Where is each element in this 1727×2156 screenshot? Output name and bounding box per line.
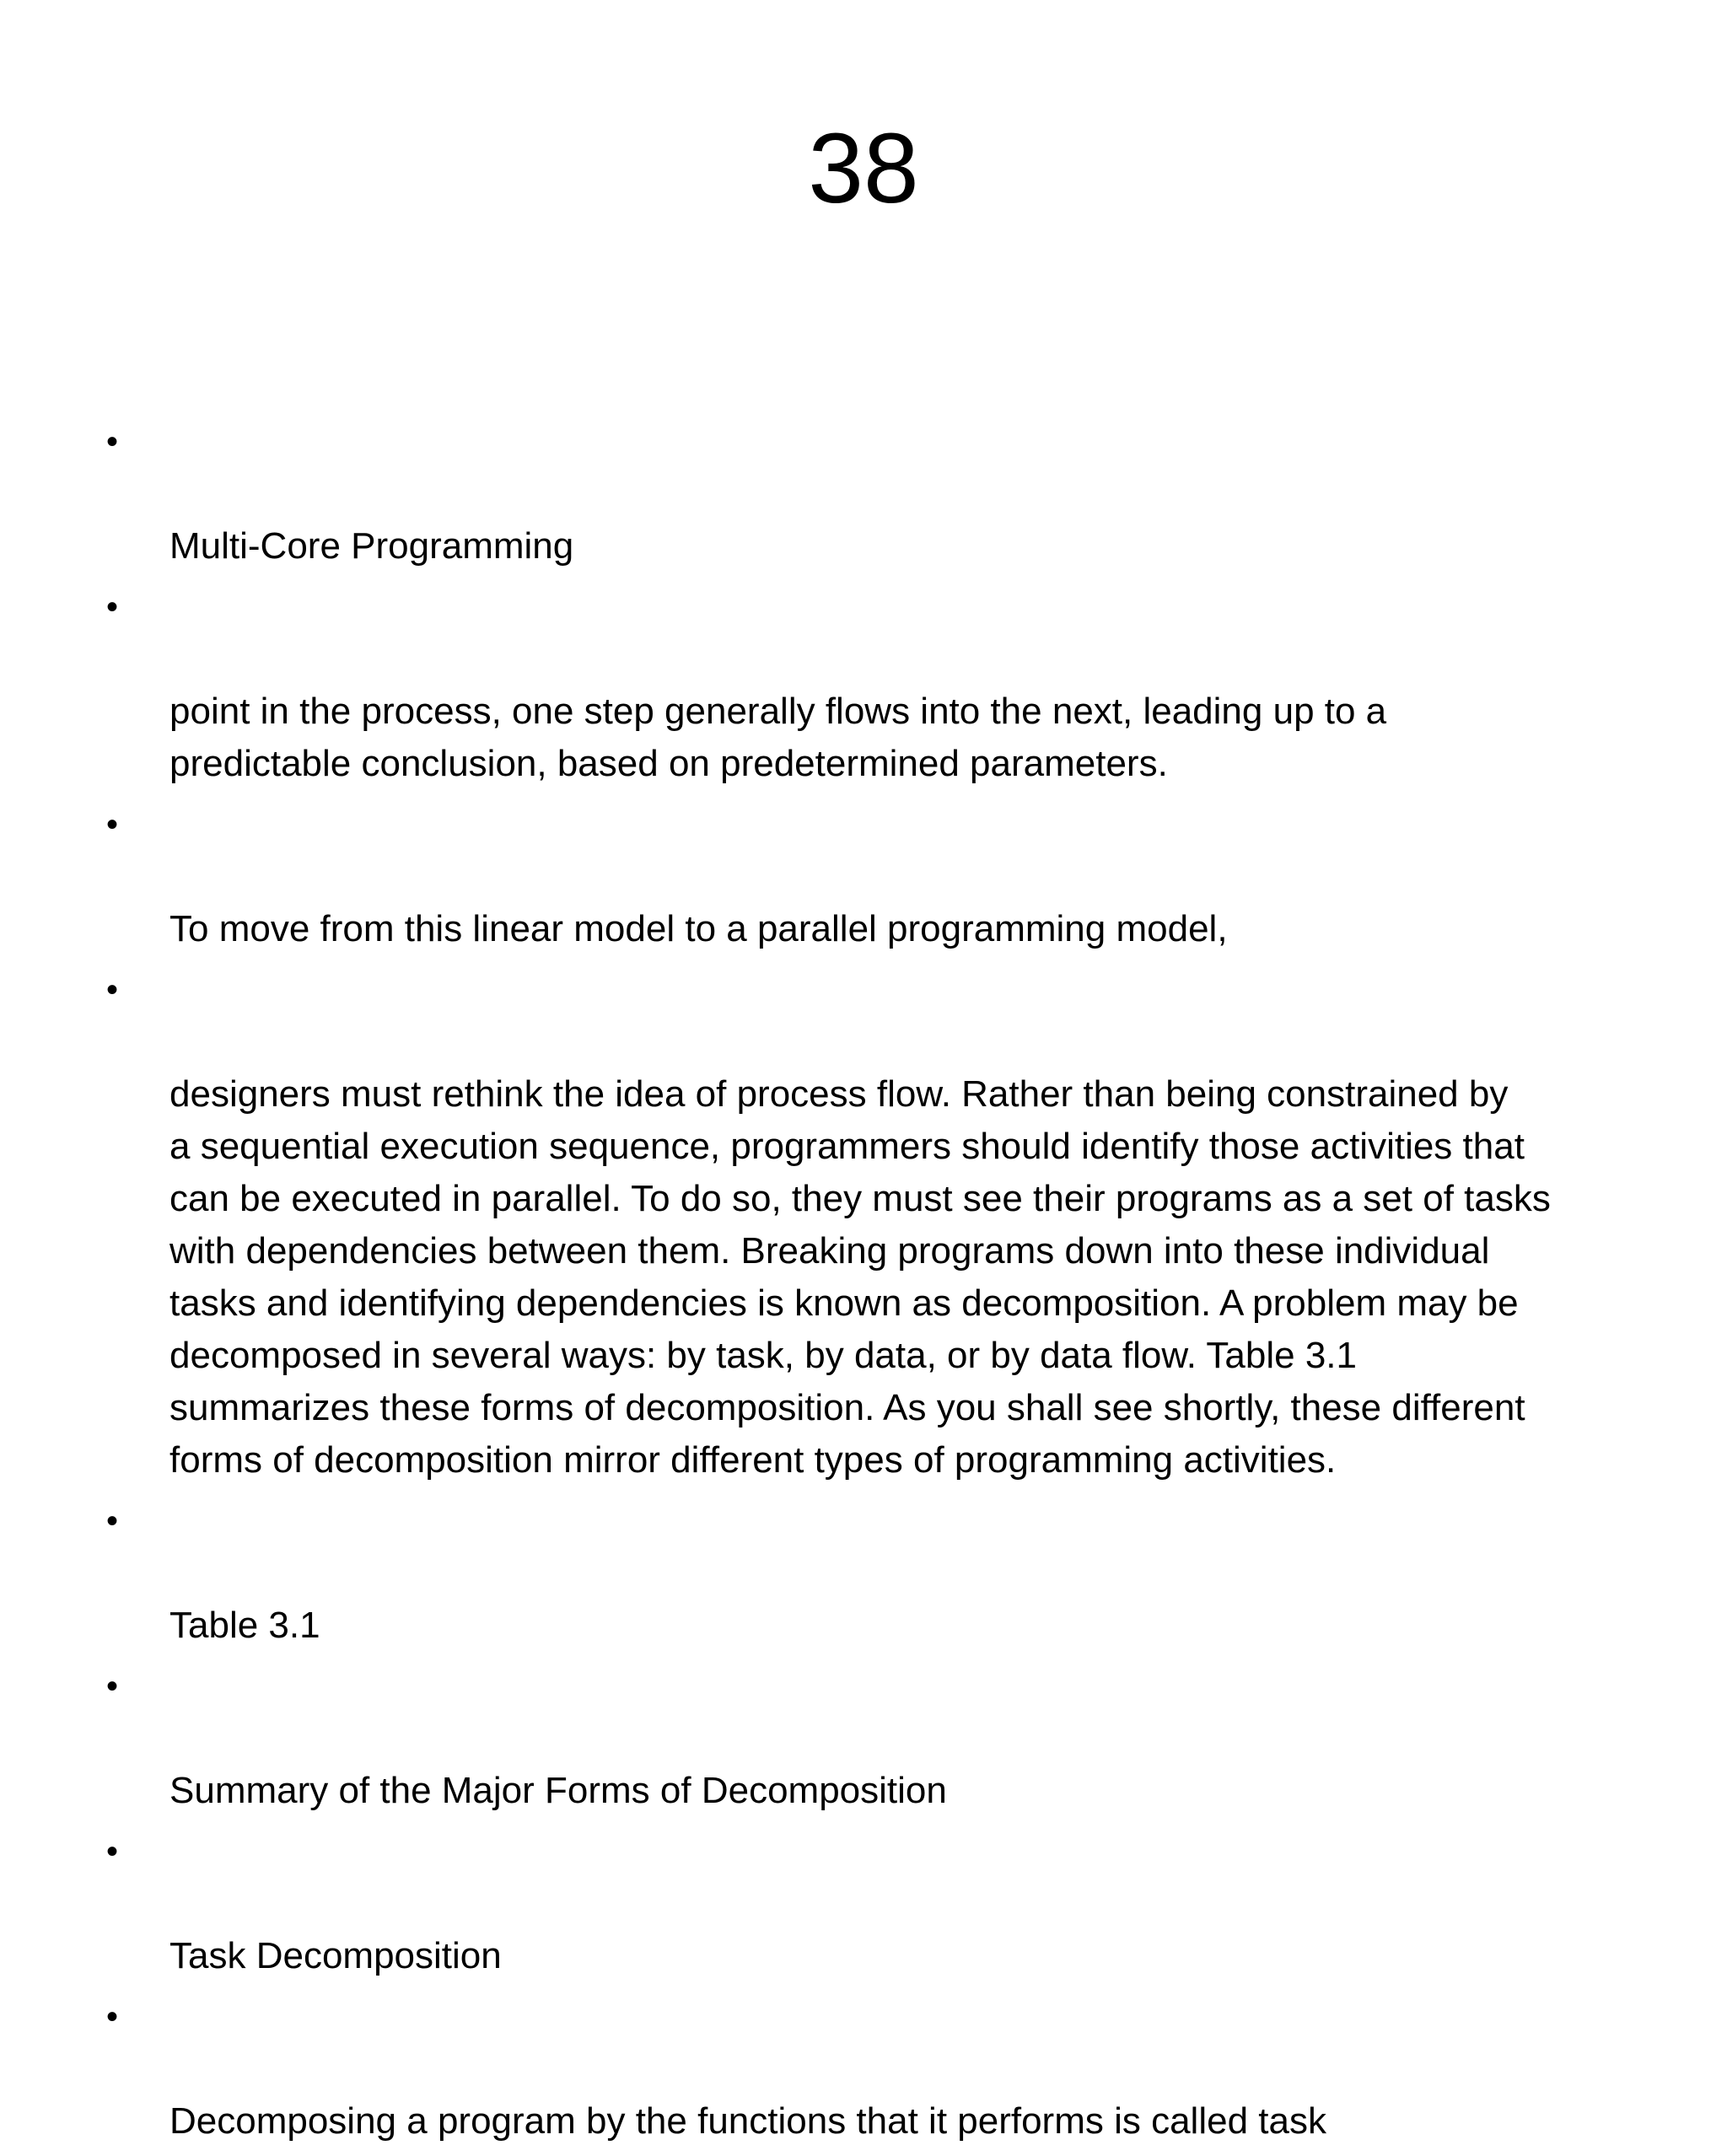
bullet-text: Summary of the Major Forms of Decomposition: [169, 1770, 947, 1811]
list-item: [0, 798, 1727, 955]
list-item: [0, 1660, 1727, 1817]
list-item: [0, 416, 1727, 573]
bullet-text: Multi-Core Programming: [169, 525, 574, 567]
bullet-text: point in the process, one step generally flows into the next, leading up to a predictable conclusion, based on predetermined parameters.: [169, 691, 1387, 784]
bullet-icon: •: [105, 589, 118, 626]
bullet-icon: •: [105, 1668, 118, 1705]
bullet-icon: •: [105, 1833, 118, 1870]
list-item: [0, 1825, 1727, 1982]
list-item: [0, 581, 1727, 790]
bullet-icon: •: [105, 423, 118, 460]
bullet-icon: •: [105, 1503, 118, 1540]
bullet-icon: •: [105, 971, 118, 1008]
bullet-icon: •: [105, 806, 118, 843]
bullet-text: Table 3.1: [169, 1605, 320, 1646]
list-item: [0, 964, 1727, 1487]
bullet-text: Decomposing a program by the functions that it performs is called task: [169, 2100, 1326, 2142]
bullet-text: designers must rethink the idea of process flow. Rather than being constrained by a sequential execution sequence, programmers should identify those activities that can be executed in parallel. To do so, they must see their programs as a set of tasks with dependencies between them. Breaking programs down into these individual tasks and identifying dependencies is known as decomposition. A problem may be decomposed in several ways: by task, by data, or by data flow. Table 3.1 summarizes these forms of decomposition. As you shall see shortly, these different forms of decomposition mirror different types of programming activities.: [169, 1073, 1551, 1481]
slide-title: 38: [808, 113, 919, 224]
list-item: [0, 1495, 1727, 1652]
bullet-text: Task Decomposition: [169, 1935, 502, 1976]
bullet-list: [0, 416, 1727, 2156]
bullet-icon: •: [105, 1998, 118, 2035]
bullet-text: To move from this linear model to a parallel programming model,: [169, 908, 1228, 949]
list-item: [0, 1991, 1727, 2148]
